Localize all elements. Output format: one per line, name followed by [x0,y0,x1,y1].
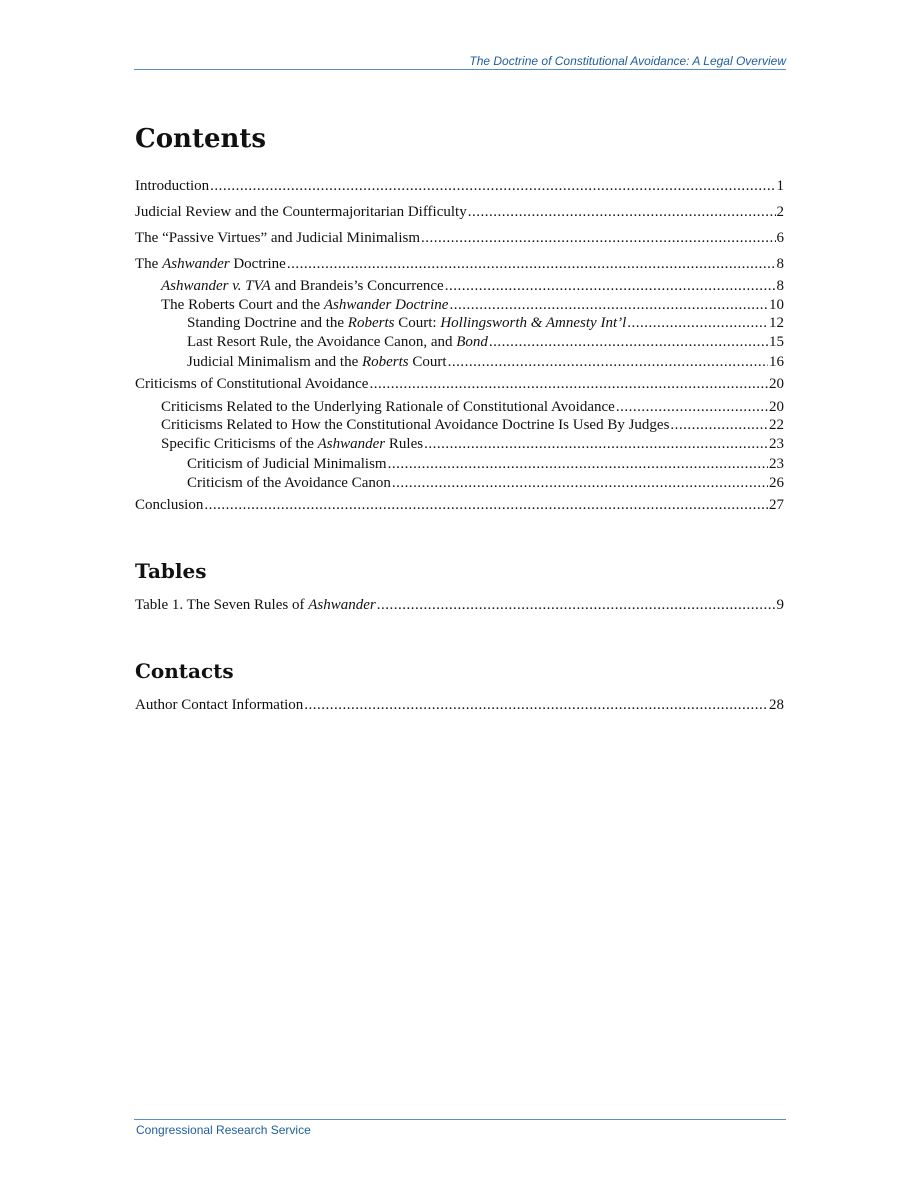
toc-entry-title-part: Introduction [135,178,210,194]
toc-entry[interactable] [187,333,784,351]
toc-entry[interactable] [135,177,784,195]
toc-entry-title-part: The “Passive Virtues” and Judicial Minimalism [135,230,421,246]
toc-entry-title [187,474,391,492]
toc-entry[interactable] [135,229,784,247]
toc-entry-page: 2 [776,204,784,220]
toc-entry-title-part: Doctrine [229,256,286,272]
toc-entry-page: 16 [769,354,784,370]
dot-leader [468,203,776,221]
toc-entry-title-part: Court: [394,315,441,331]
dot-leader [616,398,768,416]
toc-entry[interactable] [135,203,784,221]
toc-entry-page: 23 [769,456,784,472]
toc-entry[interactable] [161,296,784,314]
dot-leader [210,177,775,195]
toc-entry-page: 8 [776,256,784,272]
toc-entry[interactable] [187,314,784,332]
toc-entry-page: 9 [776,597,784,613]
toc-entry-title-part: Roberts [361,354,409,370]
toc-entry-page: 12 [769,315,784,331]
toc-entry-page: 20 [769,399,784,415]
toc-entry-title [135,696,303,714]
toc-entry-title-part: Criticisms Related to the Underlying Rationale of Constitutional Avoidance [161,399,615,415]
toc-entry[interactable] [187,455,784,473]
header-rule [134,69,786,70]
toc-entry-title-part: Criticism of Judicial Minimalism [187,456,387,472]
toc-entry-title [187,314,626,332]
toc-entry[interactable] [161,435,784,453]
toc-entry-page: 6 [776,230,784,246]
toc-entry[interactable] [135,596,784,614]
dot-leader [421,229,775,247]
toc-entry-title-part: Table 1. The Seven Rules of [135,597,309,613]
dot-leader [445,277,776,295]
toc-entry-title-part: Ashwander Doctrine [323,297,449,313]
toc-entry-page: 22 [769,417,784,433]
toc-entry-title-part: Judicial Minimalism and the [187,354,362,370]
toc-entry-title [161,277,444,295]
running-header: The Doctrine of Constitutional Avoidance: A Legal Overview [469,54,786,68]
toc-entry-page: 10 [769,297,784,313]
toc-entry[interactable] [135,375,784,393]
dot-leader [448,353,768,371]
toc-entry[interactable] [187,474,784,492]
toc-entry[interactable] [187,353,784,371]
footer-text: Congressional Research Service [136,1123,311,1137]
toc-entry-title-part: The [135,256,163,272]
toc-entry-title-part: Roberts [347,315,395,331]
toc-entry-title-part: Last Resort Rule, the Avoidance Canon, and [187,334,457,350]
dot-leader [388,455,768,473]
dot-leader [424,435,768,453]
toc-entry[interactable] [161,416,784,434]
toc-entry-title [135,255,286,273]
dot-leader [377,596,776,614]
toc-entry[interactable] [161,277,784,295]
toc-entry-title-part: Criticisms Related to How the Constitutional Avoidance Doctrine Is Used By Judges [161,417,670,433]
toc-entry-page: 1 [776,178,784,194]
toc-entry-title-part: Ashwander [317,436,386,452]
toc-entry-title-part: Hollingsworth & Amnesty Int’l [440,315,627,331]
toc-entry-title-part: Ashwander [308,597,376,613]
toc-entry-title [135,177,209,195]
toc-entry[interactable] [135,255,784,273]
toc-entry-title [135,203,467,221]
toc-entry-title-part: and Brandeis’s Concurrence [270,278,444,294]
toc-entry-page: 27 [769,497,784,513]
dot-leader [204,496,768,514]
dot-leader [304,696,768,714]
toc-entry-page: 15 [769,334,784,350]
dot-leader [489,333,768,351]
footer-rule [134,1119,786,1120]
toc-entry-page: 26 [769,475,784,491]
dot-leader [369,375,768,393]
dot-leader [392,474,768,492]
toc-entry[interactable] [161,398,784,416]
toc-entry-page: 8 [776,278,784,294]
toc-entry-title [135,496,203,514]
contents-heading: Contents [135,124,267,154]
toc-entry-page: 28 [769,697,784,713]
toc-entry-title-part: Criticisms of Constitutional Avoidance [135,376,369,392]
toc-entry-page: 23 [769,436,784,452]
toc-entry-title [187,333,488,351]
toc-entry[interactable] [135,496,784,514]
toc-entry-title-part: The Roberts Court and the [161,297,324,313]
toc-entry-title-part: Court [408,354,447,370]
toc-entry-title-part: Conclusion [135,497,204,513]
toc-entry-title-part: Specific Criticisms of the [161,436,318,452]
toc-entry-title [135,229,420,247]
toc-entry-title-part: Rules [385,436,424,452]
contacts-heading: Contacts [135,659,234,683]
toc-entry-title-part: Criticism of the Avoidance Canon [187,475,391,491]
dot-leader [449,296,768,314]
toc-entry-title [161,296,448,314]
toc-entry-title [135,375,368,393]
toc-entry-title-part: Ashwander [162,256,230,272]
toc-entry-title-part: Standing Doctrine and the [187,315,348,331]
dot-leader [627,314,768,332]
toc-entry-title-part: Author Contact Information [135,697,304,713]
dot-leader [287,255,776,273]
toc-entry[interactable] [135,696,784,714]
toc-entry-title [187,455,387,473]
toc-entry-title [161,398,615,416]
toc-entry-title [187,353,447,371]
dot-leader [670,416,768,434]
tables-heading: Tables [135,559,207,583]
toc-entry-title [135,596,376,614]
toc-entry-title-part: Bond [456,334,488,350]
toc-entry-title [161,435,423,453]
toc-entry-title-part: Ashwander v. TVA [161,278,271,294]
toc-entry-title-part: Judicial Review and the Countermajoritarian Difficulty [135,204,467,220]
toc-entry-title [161,416,669,434]
toc-entry-page: 20 [769,376,784,392]
